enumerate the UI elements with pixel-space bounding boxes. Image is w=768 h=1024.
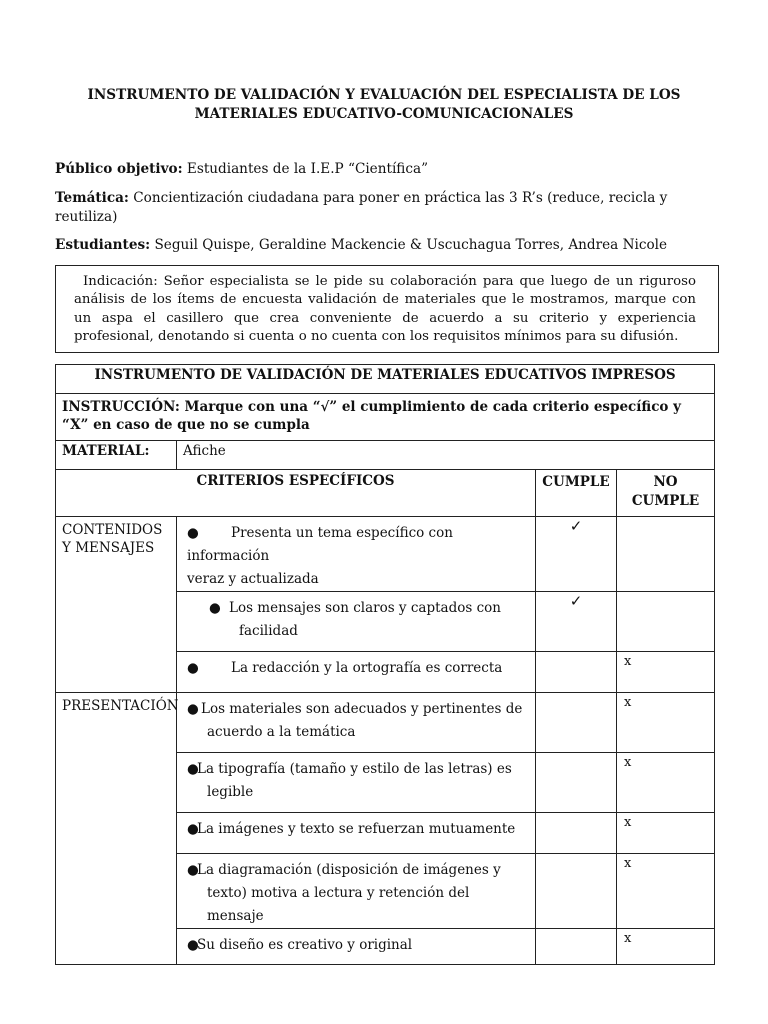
criterion-text: La tipografía (tamaño y estilo de las letras) es	[197, 761, 512, 777]
bullet-icon: ●	[187, 937, 199, 953]
publico-value: Estudiantes de la I.E.P “Científica”	[182, 161, 429, 177]
title-line-2: MATERIALES EDUCATIVO-COMUNICACIONALES	[194, 106, 574, 122]
no-cumple-cell[interactable]: x	[617, 753, 715, 813]
no-cumple-header-line1: NO	[653, 474, 678, 490]
material-label: MATERIAL:	[56, 441, 177, 470]
no-cumple-cell[interactable]: x	[617, 652, 715, 693]
bullet-icon: ●	[187, 525, 199, 541]
estudiantes	[55, 236, 715, 255]
publico-label: Público objetivo:	[55, 161, 183, 177]
category-presentacion: PRESENTACIÓN	[56, 693, 177, 965]
title-line-1: INSTRUMENTO DE VALIDACIÓN Y EVALUACIÓN DEL ESPECIALISTA DE LOS	[87, 87, 681, 103]
cumple-cell[interactable]	[536, 753, 617, 813]
estudiantes-label: Estudiantes:	[55, 237, 151, 253]
indicacion-text: Indicación: Señor especialista se le pide su colaboración para que luego de un riguroso análisis de los ítems de encuesta validación de materiales que le mostramos, marque con un aspa el casillero que crea conveniente de acuerdo a su criterio y experiencia profesional, denotando si cuenta o no cuenta con los requisitos mínimos para su difusión.	[74, 274, 696, 345]
no-cumple-header-line2: CUMPLE	[631, 493, 700, 509]
bullet-icon: ●	[187, 821, 199, 837]
category-contenidos: CONTENIDOS Y MENSAJES	[56, 517, 177, 693]
table-row	[56, 517, 715, 592]
bullet-icon: ●	[209, 600, 221, 616]
criterion-text-cont: facilidad	[239, 623, 298, 639]
cumple-header: CUMPLE	[536, 470, 617, 517]
criterion-text: Presenta un tema específico con información	[187, 525, 453, 564]
no-cumple-cell[interactable]	[617, 517, 715, 592]
no-cumple-cell[interactable]: x	[617, 813, 715, 854]
criterion-text-cont: acuerdo a la temática	[207, 724, 356, 740]
cumple-cell[interactable]: ✓	[536, 517, 617, 592]
cumple-cell[interactable]: ✓	[536, 592, 617, 652]
tematica	[55, 189, 715, 227]
bullet-icon: ●	[187, 660, 199, 676]
table-header: INSTRUMENTO DE VALIDACIÓN DE MATERIALES EDUCATIVOS IMPRESOS	[56, 365, 715, 394]
criterion-item	[177, 693, 536, 753]
no-cumple-cell[interactable]: x	[617, 693, 715, 753]
cumple-cell[interactable]	[536, 854, 617, 929]
estudiantes-value: Seguil Quispe, Geraldine Mackencie & Uscuchagua Torres, Andrea Nicole	[150, 237, 668, 253]
cumple-cell[interactable]	[536, 813, 617, 854]
indicacion-box	[55, 265, 719, 353]
criterion-item	[177, 592, 536, 652]
criterion-text: La diagramación (disposición de imágenes y	[197, 862, 501, 878]
bullet-icon: ●	[187, 701, 199, 717]
criterion-item	[177, 854, 536, 929]
criterion-text: Su diseño es creativo y original	[197, 937, 413, 953]
no-cumple-header	[617, 470, 715, 517]
criterion-item	[177, 813, 536, 854]
criterion-item	[177, 929, 536, 965]
criterion-item	[177, 652, 536, 693]
no-cumple-cell[interactable]: x	[617, 854, 715, 929]
cumple-cell[interactable]	[536, 929, 617, 965]
material-value: Afiche	[177, 441, 715, 470]
criterion-text-cont: legible	[207, 784, 254, 800]
validation-table	[55, 364, 715, 965]
no-cumple-cell[interactable]	[617, 592, 715, 652]
cumple-cell[interactable]	[536, 652, 617, 693]
publico-objetivo	[55, 160, 715, 179]
criterion-text: Los materiales son adecuados y pertinentes de	[201, 701, 523, 717]
criterios-header: CRITERIOS ESPECÍFICOS	[56, 470, 536, 517]
criterion-text: La redacción y la ortografía es correcta	[231, 660, 503, 676]
tematica-value: Concientización ciudadana para poner en práctica las 3 R’s (reduce, recicla y reutiliza)	[55, 190, 668, 225]
instruccion: INSTRUCCIÓN: Marque con una “√” el cumplimiento de cada criterio específico y “X” en caso de que no se cumpla	[56, 394, 715, 441]
criterion-item	[177, 753, 536, 813]
bullet-icon: ●	[187, 761, 199, 777]
bullet-icon: ●	[187, 862, 199, 878]
criterion-text-cont: texto) motiva a lectura y retención del mensaje	[207, 885, 470, 924]
criterion-text: La imágenes y texto se refuerzan mutuamente	[197, 821, 516, 837]
cumple-cell[interactable]	[536, 693, 617, 753]
table-row	[56, 693, 715, 753]
no-cumple-cell[interactable]: x	[617, 929, 715, 965]
document-title	[56, 86, 712, 124]
criterion-item	[177, 517, 536, 592]
tematica-label: Temática:	[55, 190, 129, 206]
criterion-text-cont: veraz y actualizada	[187, 571, 319, 587]
criterion-text: Los mensajes son claros y captados con	[229, 600, 501, 616]
